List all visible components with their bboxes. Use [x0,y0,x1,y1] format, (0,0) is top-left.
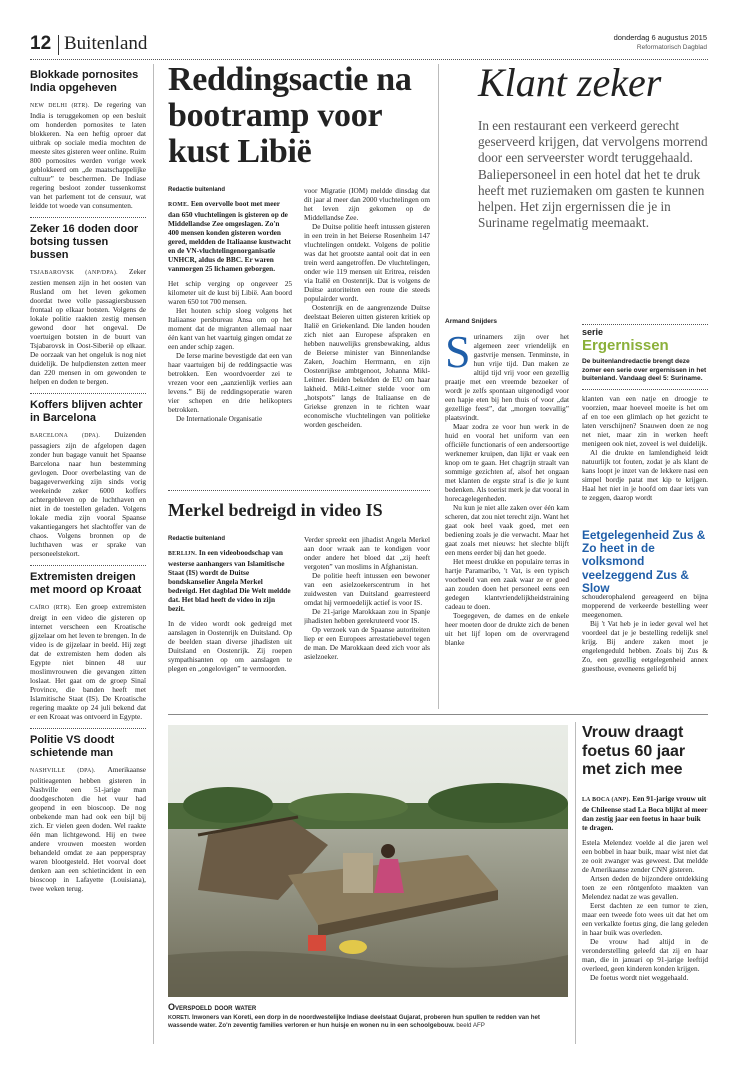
merkel-lead [168,548,292,613]
paragraph: voor Migratie (IOM) meldde dinsdag dat dit jaar al meer dan 2000 vluchtelingen om het leven zijn gekomen op de Middellandse Zee. [304,186,430,222]
brief-body: De regering van India is teruggekomen op een besluit om honderden pornosites te laten blokkeren. Na een heftig oproer dat uitbrak op sociale media mochten de meeste sites gisteren weer online. Ruim 800 pornosites werden vorige week geblokkeerd om „de maatschappelijke cultuur” te beschermen. De Indiase regering besloot zonder tussenkomst van het parlement tot de censuur, wat leidde tot woede van consumenten. [30,100,146,210]
main-article-col1 [168,186,292,486]
main-lead-text: Een overvolle boot met meer dan 650 vluchtelingen is gisteren op de Middellandse Zee omgeslagen. Zo'n 400 mensen konden gisteren worden gered, meldden de Italiaanse kustwacht en de VN-vluchtelingenorganisatie UNHCR, aldus de BBC. Er waren vanmorgen 25 lichamen geborgen. [168,199,291,273]
brief-headline: Koffers blijven achter in Barcelona [30,399,143,424]
column-col2-b [582,592,708,710]
column-col2-a [582,394,708,530]
paragraph: De foetus wordt niet weggehaald. [590,973,689,982]
news-brief [30,217,146,386]
paragraph: De Internationale Organisatie [176,414,263,423]
paragraph: urinamers zijn over het algemeen zeer vriendelijk en gastvrije mensen. Tenminste, in hun vrije tijd. Dan maken ze altijd tijd vrij voor een gezellig praatje met een vreemde bezoeker of wordt je zelfs spontaan uitgenodigd voor een hapje eten bij hen thuis of voor „dat gezellige feest”, dat „morgen toevallig” plaatsvindt. [445,332,569,422]
brief-body: Zeker zestien mensen zijn in het oosten van Rusland om het leven gekomen doordat twee volle passagiersbussen frontaal op elkaar botsten. Volgens de lokale politie raakten zestig mensen gewond door het ongeval. De voertuigen botsten in de buurt van Tsjabarovsk in Oost-Siberië op elkaar. De oorzaak van het ongeluk is nog niet duidelijk. De hulpdiensten zetten meer dan 220 mensen in om gewonden te helpen en doden te bergen. [30,267,146,386]
merkel-lead-text: In een videoboodschap van westerse aanhangers van Islamitische Staat (IS) wordt de Duitse bondskanselier Angela Merkel bedreigd. Het dagblad Die Welt meldde dat. Het blad heeft de video in zijn bezit. [168,548,291,613]
paragraph: Nu kun je niet alle zaken over één kam scheren, dat zou niet terecht zijn. Want het gaat ook heel vaak goed, met een bediening zoals je die verwacht. Maar het gaat zoals met nieuws: het slechte blijft een mens eerder bij dan het goede. [445,503,569,557]
page-number: 12 [30,33,52,54]
paragraph: Toegegeven, de dames en de enkele heer moeten door de drukte zich de benen uit het lijf lopen om de overvragend blanke [445,611,569,647]
paragraph: Bij 't Vat heb je in ieder geval wel het voordeel dat je je bestelling redelijk snel krijg. Bij andere zaken moet je engelengeduld hebben. Zoals bij Zus & Zo, een gezellig eetgelegenheid annex guesthouse, eveneens geliefd bij [582,619,708,673]
brief-body: Een groep extremisten dreigt in een video die gisteren op internet verscheen een Kroatische gijzelaar om het leven te brengen. In de video is de gijzelaar in beeld. Hij zegt dat de extremisten hem doden als Egypte niet binnen 48 uur moslimvrouwen die gevangen zitten loslaat. Het gaat om de groep Sinaï Province, die banden heeft met Islamitische Staat (IS). De Kroatische regering maakte op 24 juli bekend dat er een Kroaat was ontvoerd in Egypte. [30,602,146,721]
serie-title: Ergernissen [582,337,669,354]
brief-dateline: CAÏRO (RTR). [30,605,72,611]
paragraph: Op verzoek van de Spaanse autoriteiten liep er een Europees arrestatiebevel tegen de man. De Marokkaan deed zich voor als asielzoeker. [304,625,430,661]
column-col1 [445,332,569,708]
merkel-byline: Redactie buitenland [168,536,226,542]
photo-top-rule [168,714,708,715]
brief-dateline: NEW DELHI (RTR). [30,103,90,109]
paragraph: Verder spreekt een jihadist Angela Merkel aan door wraak aan te kondigen voor onder andere het bloed dat „zij heeft vergoten” van moslims in Afghanistan. [304,535,430,571]
column-subhead: Eetgelegenheid Zus & Zo heet in de volksmond veelzeggend Zus & Slow [582,528,706,595]
paragraph: De Ierse marine bevestigde dat een van haar vaartuigen bij de reddingsactie was betrokken. Een woordvoerder zei te vrezen voor een „aanzienlijk verlies aan levens.” Bij de reddingsoperatie waren vier schepen en drie helikopters betrokken. [168,351,292,414]
main-lead [168,199,292,273]
foetus-lead-text: Een 91-jarige vrouw uit de Chileense stad La Boca blijkt al meer dan zestig jaar een foetus in haar buik te dragen. [582,794,708,832]
header-divider [58,35,59,55]
photo-caption-title: Overspoeld door water [168,1002,257,1012]
dropcap: S [445,332,471,377]
brief-text [30,100,146,210]
paragraph: De 21-jarige Marokkaan zou in Spanje jihadisten hebben gerekruteerd voor IS. [304,607,430,625]
brief-headline: Extremisten dreigen met moord op Kroaat [30,571,142,596]
main-byline: Redactie buitenland [168,187,226,193]
photo-caption [168,1014,568,1030]
foetus-headline: Vrouw draagt foetus 60 jaar met zich mee [582,724,686,778]
paragraph: Het houten schip sloeg volgens het Italiaanse persbureau Ansa om op het moment dat de migranten allemaal naar één kant van het vaartuig gingen omdat ze een ander schip zagen. [168,306,292,351]
news-brief [30,393,146,558]
flood-photo [168,725,568,997]
column-intro: In een restaurant een verkeerd gerecht geserveerd krijgen, dat vervolgens morrend door een serveerster wordt teruggehaald. Baliepersoneel in een hotel dat het te druk heeft met ruziemaken om gasten te kunnen helpen. Het zijn ergernissen die je in Suriname regelmatig meemaakt. [478,118,708,231]
brief-text [30,430,146,558]
paragraph: schouderophalend gereageerd en bijna mopperend de verkeerde bestelling weer meegenomen. [582,592,708,619]
serie-text: De buitenlandredactie brengt deze zomer een serie over ergernissen in het buitenland. Vandaag deel 5: Suriname. [582,358,707,382]
paragraph: Het schip verging op ongeveer 25 kilometer uit de kust bij Libië. Aan boord waren 650 tot 700 mensen. [168,279,292,306]
merkel-top-rule [168,490,430,491]
news-brief [30,565,146,721]
main-dateline: ROME. [168,202,189,208]
brief-body: Duizenden passagiers zijn de afgelopen dagen zonder hun bagage vanuit het Spaanse Barcelona naar hun bestemming gevlogen. Door overbelasting van de bagageverwerking zijn sinds vorig weekeinde zeker 6000 koffers achtergebleven op de luchthaven en niet in de toestellen geladen. Volgens lokale media zijn vooral Spaanse vakantiegangers het slachtoffer van de chaos. Volgens bronnen op de luchthaven was er sprake van personeelstekort. [30,430,146,558]
brief-dateline: BARCELONA (DPA). [30,433,101,439]
paragraph: De Duitse politie heeft intussen gisteren in een trein in het Beierse Rosenheim 147 vluchtelingen ontdekt. Volgens de politie was dat het grootste aantal ooit dat in een trein werd aangetroffen. De vluchtelingen, onder wie 119 mensen uit Eritrea, reisden via Italië en Oostenrijk. Dat is volgens de Duitse autoriteiten een route die steeds populairder wordt. [304,222,430,303]
foetus-divider [575,722,576,1044]
paragraph: Estela Melendez voelde al die jaren wel een bobbel in haar buik, maar wist niet dat ze ooit zwanger was geweest. Dat meldde de Amerikaanse zender CNN gisteren. [582,838,708,874]
news-brief [30,728,146,893]
paragraph: De politie heeft intussen een bewoner van een asielzoekerscentrum in het zuidwesten van Duitsland gearresteerd omdat hij vermoedelijk actief is voor IS. [304,571,430,607]
left-news-column [30,64,146,1044]
paragraph: Oostenrijk en de aangrenzende Duitse deelstaat Beieren uitten gisteren kritiek op Italië en Griekenland. Die landen houden zich niet aan Europese afspraken en hebben nauwelijks grensbewaking, aldus de Beierse minister van Binnenlandse Zaken, Joachim Herrmann, en zijn Oostenrijkse ambtgenoot, Johanna Mikl-Leitner. Beiden bekelden de EU om haar lakheid. Mikl-Leitner stelde voor om „hotspots” langs de Italiaanse en de Griekse grenzen in te richten waar economische vluchtelingen van politieke worden gescheiden. [304,303,430,429]
merkel-headline: Merkel bedreigd in video IS [168,500,383,520]
brief-dateline: NASHVILLE (DPA). [30,768,96,774]
paragraph: klanten van een natje en droogje te voorzien, maar hoeveel moeite is het om af en toe een glimlach op het gezicht te laten verschijnen? Snauwen doen ze nog net niet, maar zin in werken heeft menigeen ook niet, zoveel is wel duidelijk. [582,394,708,448]
brief-headline: Zeker 16 doden door botsing tussen bussen [30,223,139,261]
brief-body: Amerikaanse politieagenten hebben gisteren in Nashville een 51-jarige man doodgeschoten die het vuur had geopend in een bioscoop. De nog onbekende man had ook een bijl bij zich. Er vielen geen doden. Wel raakte één man lichtgewond. Hij en twee andere vrouwen moesten worden behandeld omdat ze aan pepperspray waren blootgesteld. Het voorval doet denken aan een schietincident in een bioscoop in Lafayette (Louisiana), twee weken terug. [30,765,146,893]
news-brief [30,64,146,210]
paragraph: De vrouw had altijd in de veronderstelling geleefd dat zij en haar man, die in januari op 91-jarige leeftijd overleed, geen kinderen konden krijgen. [582,937,708,973]
brief-headline: Politie VS doodt schietende man [30,734,115,759]
photo-credit: beeld AFP [456,1022,485,1030]
photo-caption-place: KORETI. [168,1015,191,1021]
column-author: Armand Snijders [445,318,498,325]
foetus-dateline: LA BOCA (ANP). [582,797,631,803]
foetus-body [582,794,708,1044]
brief-dateline: TSJABAROVSK (ANP/DPA). [30,270,118,276]
column-title: Klant zeker [478,60,662,105]
foetus-lead [582,794,708,832]
brief-text [30,267,146,386]
merkel-col1 [168,535,292,705]
person-figure [381,844,395,858]
serie-box [582,326,708,385]
paper-name: Reformatorisch Dagblad [636,44,707,51]
photo-caption-text: Inwoners van Koreti, een dorp in de noordwestelijke Indiase deelstaat Gujarat, proberen hun spullen te redden van het wassende water. Zo'n zeventig families verloren er hun huisje en wonen nu in een schoolgebouw. [168,1014,540,1030]
section-title: Buitenland [64,33,148,54]
main-headline: Reddingsactie na bootramp voor kust Libië [168,61,412,170]
middle-column-divider [438,64,439,709]
brief-text [30,602,146,721]
main-article-col2 [304,186,430,486]
merkel-dateline: BERLIJN. [168,551,197,557]
date: donderdag 6 augustus 2015 [613,33,707,42]
paragraph: Artsen deden de bijzondere ontdekking toen ze een röntgenfoto maakten van Melendez nadat ze was gevallen. [582,874,708,901]
paragraph: In de video wordt ook gedreigd met aanslagen in Oostenrijk en Duitsland. Op de beelden staan diverse jihadisten uit Duitsland en Oostenrijk. Zij roepen sympathisanten op om aanslagen te plegen en „ongelovigen” te vermoorden. [168,619,292,673]
merkel-col2 [304,535,430,705]
serie-label: serie [582,327,604,337]
paragraph: Maar zodra ze voor hun werk in de huid en vooral het uniform van een officiële functionaris of een andersoortige werknemer kruipen, dan lijkt er vaak een knop om te gaan. Het chagrijn straalt van sommige gezichten af, alsof het ongaan met klanten de ergste straf is die je kunt bedenken. Als toerist merk je dat vooral in horecagelegenheden. [445,422,569,503]
left-column-divider [153,64,154,1044]
brief-text [30,765,146,893]
paragraph: Het meest drukke en populaire terras in hartje Paramaribo, 't Vat, is een typisch voorbeeld van een zaak waar ze er goed aan zouden doen het personeel eens een gedegen klantvriendelijkheidstraining cadeau te doen. [445,557,569,611]
brief-headline: Blokkade pornosites India opgeheven [30,69,139,94]
paragraph: Eerst dachten ze een tumor te zien, maar een tweede foto wees uit dat het om een verkalkte foetus ging, die lang geleden in haar buik was overleden. [582,901,708,937]
paragraph: Al die drukte en lamlendigheid leidt natuurlijk tot fouten, zodat je als klant de kans loopt je inzet van de lekkere nasi een simpel bordje patat met kip te krijgen. Haal het niet in je hoofd om daar iets van te zeggen, daarop wordt [582,448,708,502]
